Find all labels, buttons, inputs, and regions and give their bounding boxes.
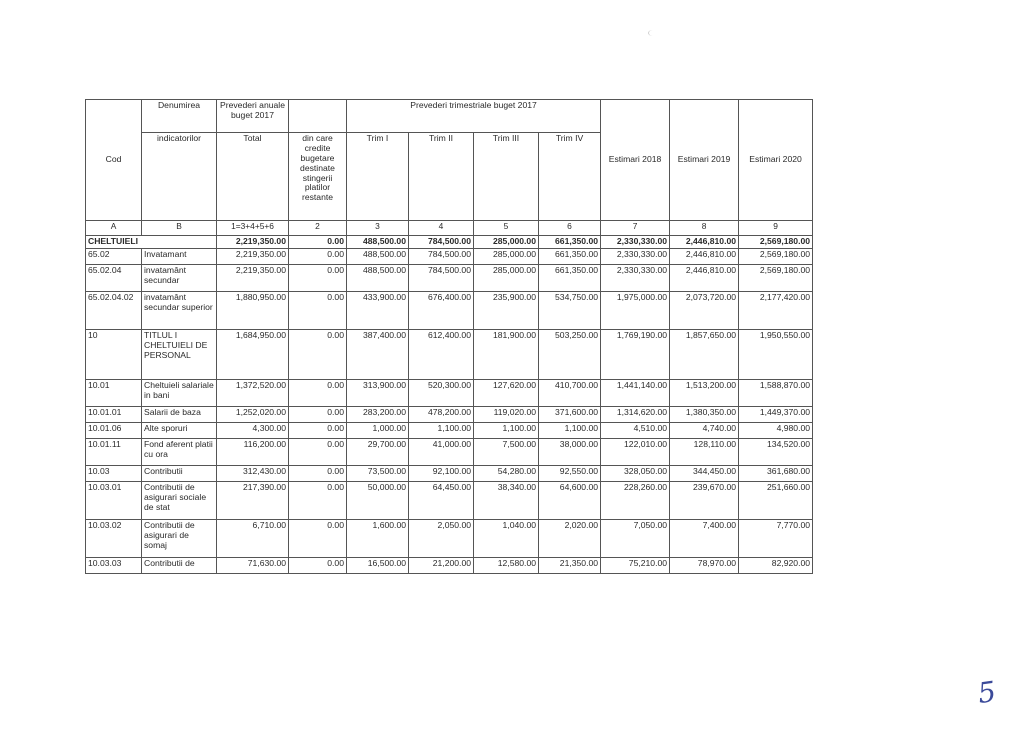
- row-value: 387,400.00: [347, 329, 409, 379]
- row-value: 12,580.00: [474, 557, 539, 573]
- row-value: 2,446,810.00: [670, 248, 739, 264]
- row-value: 612,400.00: [409, 329, 474, 379]
- index-cell: 3: [347, 221, 409, 236]
- row-cod: 10.03: [86, 465, 142, 481]
- index-cell: A: [86, 221, 142, 236]
- row-value: 1,441,140.00: [601, 379, 670, 406]
- row-value: 21,350.00: [539, 557, 601, 573]
- row-value: 71,630.00: [217, 557, 289, 573]
- col-header-trim-1: Trim I: [347, 133, 409, 221]
- row-value: 7,050.00: [601, 519, 670, 557]
- row-value: 2,330,330.00: [601, 248, 670, 264]
- row-name: Cheltuieli salariale in bani: [142, 379, 217, 406]
- row-value: 361,680.00: [739, 465, 813, 481]
- row-value: 1,588,870.00: [739, 379, 813, 406]
- row-value: 1,040.00: [474, 519, 539, 557]
- row-cod: 10.01.06: [86, 422, 142, 438]
- row-value: 38,340.00: [474, 481, 539, 519]
- row-name: TITLUL I CHELTUIELI DE PERSONAL: [142, 329, 217, 379]
- row-value: 239,670.00: [670, 481, 739, 519]
- row-value: 1,372,520.00: [217, 379, 289, 406]
- row-value: 2,219,350.00: [217, 264, 289, 291]
- row-value: 1,880,950.00: [217, 291, 289, 329]
- row-name: Salarii de baza: [142, 406, 217, 422]
- row-value: 181,900.00: [474, 329, 539, 379]
- row-value: 371,600.00: [539, 406, 601, 422]
- table-row: [86, 379, 813, 406]
- row-value: 2,569,180.00: [739, 264, 813, 291]
- row-value: 0.00: [289, 422, 347, 438]
- row-cod: 10.03.01: [86, 481, 142, 519]
- row-value: 1,380,350.00: [670, 406, 739, 422]
- total-cell: 2,219,350.00: [217, 236, 289, 249]
- row-value: 312,430.00: [217, 465, 289, 481]
- row-name: invatamânt secundar superior: [142, 291, 217, 329]
- row-value: 92,550.00: [539, 465, 601, 481]
- row-value: 2,020.00: [539, 519, 601, 557]
- row-value: 0.00: [289, 291, 347, 329]
- row-cod: 65.02: [86, 248, 142, 264]
- row-value: 1,100.00: [474, 422, 539, 438]
- col-header-est-2019: Estimari 2019: [670, 100, 739, 221]
- row-value: 116,200.00: [217, 438, 289, 465]
- header-row-1: [86, 100, 813, 133]
- row-value: 2,569,180.00: [739, 248, 813, 264]
- row-value: 0.00: [289, 264, 347, 291]
- row-cod: 10.01: [86, 379, 142, 406]
- col-header-blank: [289, 100, 347, 133]
- row-value: 2,446,810.00: [670, 264, 739, 291]
- col-header-total: Total: [217, 133, 289, 221]
- row-value: 285,000.00: [474, 248, 539, 264]
- col-header-prevederi-trimestriale: Prevederi trimestriale buget 2017: [347, 100, 601, 133]
- row-value: 1,000.00: [347, 422, 409, 438]
- row-value: 54,280.00: [474, 465, 539, 481]
- row-value: 92,100.00: [409, 465, 474, 481]
- col-header-din-care: din care credite bugetare destinate stingerii platilor restante: [289, 133, 347, 221]
- scan-mark: [648, 30, 657, 36]
- row-value: 228,260.00: [601, 481, 670, 519]
- row-value: 410,700.00: [539, 379, 601, 406]
- table-row: [86, 422, 813, 438]
- row-value: 251,660.00: [739, 481, 813, 519]
- row-value: 1,100.00: [539, 422, 601, 438]
- row-value: 7,400.00: [670, 519, 739, 557]
- row-value: 21,200.00: [409, 557, 474, 573]
- row-value: 1,600.00: [347, 519, 409, 557]
- row-value: 520,300.00: [409, 379, 474, 406]
- row-value: 2,177,420.00: [739, 291, 813, 329]
- table-row: [86, 329, 813, 379]
- row-value: 1,449,370.00: [739, 406, 813, 422]
- row-value: 0.00: [289, 557, 347, 573]
- row-name: Fond aferent platii cu ora: [142, 438, 217, 465]
- total-cell: 488,500.00: [347, 236, 409, 249]
- row-value: 41,000.00: [409, 438, 474, 465]
- row-value: 784,500.00: [409, 264, 474, 291]
- row-value: 82,920.00: [739, 557, 813, 573]
- row-value: 6,710.00: [217, 519, 289, 557]
- row-cod: 10.03.02: [86, 519, 142, 557]
- row-value: 29,700.00: [347, 438, 409, 465]
- row-value: 478,200.00: [409, 406, 474, 422]
- row-value: 235,900.00: [474, 291, 539, 329]
- row-value: 75,210.00: [601, 557, 670, 573]
- total-cell: 0.00: [289, 236, 347, 249]
- row-value: 0.00: [289, 465, 347, 481]
- col-header-trim-3: Trim III: [474, 133, 539, 221]
- row-value: 7,770.00: [739, 519, 813, 557]
- table-row: [86, 465, 813, 481]
- row-value: 313,900.00: [347, 379, 409, 406]
- col-header-est-2018: Estimari 2018: [601, 100, 670, 221]
- row-value: 7,500.00: [474, 438, 539, 465]
- row-name: Invatamant: [142, 248, 217, 264]
- row-value: 16,500.00: [347, 557, 409, 573]
- col-header-cod: Cod: [86, 100, 142, 221]
- total-cell: 2,446,810.00: [670, 236, 739, 249]
- row-value: 4,980.00: [739, 422, 813, 438]
- index-cell: 5: [474, 221, 539, 236]
- table-row: [86, 438, 813, 465]
- row-value: 1,857,650.00: [670, 329, 739, 379]
- row-value: 1,975,000.00: [601, 291, 670, 329]
- row-value: 4,300.00: [217, 422, 289, 438]
- row-value: 534,750.00: [539, 291, 601, 329]
- row-value: 64,600.00: [539, 481, 601, 519]
- row-value: 0.00: [289, 406, 347, 422]
- table-row: [86, 481, 813, 519]
- table-row: [86, 264, 813, 291]
- total-cell: 285,000.00: [474, 236, 539, 249]
- row-cod: 10.03.03: [86, 557, 142, 573]
- row-value: 0.00: [289, 329, 347, 379]
- row-value: 488,500.00: [347, 264, 409, 291]
- index-cell: B: [142, 221, 217, 236]
- row-value: 4,740.00: [670, 422, 739, 438]
- table-row: [86, 291, 813, 329]
- row-value: 0.00: [289, 519, 347, 557]
- row-name: Contributii de asigurari sociale de stat: [142, 481, 217, 519]
- row-value: 1,252,020.00: [217, 406, 289, 422]
- row-name: Contributii de asigurari de somaj: [142, 519, 217, 557]
- index-cell: 6: [539, 221, 601, 236]
- row-value: 328,050.00: [601, 465, 670, 481]
- row-value: 1,684,950.00: [217, 329, 289, 379]
- row-value: 2,330,330.00: [601, 264, 670, 291]
- row-value: 128,110.00: [670, 438, 739, 465]
- row-value: 0.00: [289, 481, 347, 519]
- index-cell: 4: [409, 221, 474, 236]
- row-value: 122,010.00: [601, 438, 670, 465]
- row-value: 73,500.00: [347, 465, 409, 481]
- row-value: 283,200.00: [347, 406, 409, 422]
- row-value: 134,520.00: [739, 438, 813, 465]
- total-cell: 2,569,180.00: [739, 236, 813, 249]
- row-value: 38,000.00: [539, 438, 601, 465]
- row-value: 217,390.00: [217, 481, 289, 519]
- index-cell: 9: [739, 221, 813, 236]
- handwritten-page-number: 5: [975, 674, 999, 711]
- index-cell: 8: [670, 221, 739, 236]
- index-cell: 2: [289, 221, 347, 236]
- row-value: 50,000.00: [347, 481, 409, 519]
- row-value: 661,350.00: [539, 248, 601, 264]
- row-value: 78,970.00: [670, 557, 739, 573]
- col-header-trim-2: Trim II: [409, 133, 474, 221]
- col-header-prevederi-anuale: Prevederi anuale buget 2017: [217, 100, 289, 133]
- row-value: 285,000.00: [474, 264, 539, 291]
- table-row: [86, 557, 813, 573]
- row-value: 503,250.00: [539, 329, 601, 379]
- index-cell: 1=3+4+5+6: [217, 221, 289, 236]
- row-value: 784,500.00: [409, 248, 474, 264]
- row-cod: 65.02.04.02: [86, 291, 142, 329]
- row-value: 2,219,350.00: [217, 248, 289, 264]
- col-header-est-2020: Estimari 2020: [739, 100, 813, 221]
- total-label: CHELTUIELI: [86, 236, 217, 249]
- row-name: Contributii de: [142, 557, 217, 573]
- row-cod: 10.01.11: [86, 438, 142, 465]
- row-value: 344,450.00: [670, 465, 739, 481]
- row-value: 1,769,190.00: [601, 329, 670, 379]
- row-value: 433,900.00: [347, 291, 409, 329]
- row-value: 0.00: [289, 438, 347, 465]
- row-cod: 65.02.04: [86, 264, 142, 291]
- row-value: 661,350.00: [539, 264, 601, 291]
- row-value: 0.00: [289, 379, 347, 406]
- row-value: 2,073,720.00: [670, 291, 739, 329]
- total-cell: 2,330,330.00: [601, 236, 670, 249]
- col-header-trim-4: Trim IV: [539, 133, 601, 221]
- row-value: 1,950,550.00: [739, 329, 813, 379]
- table-row: [86, 248, 813, 264]
- total-row: [86, 236, 813, 249]
- row-value: 0.00: [289, 248, 347, 264]
- budget-table: [85, 99, 813, 574]
- row-name: invatamânt secundar: [142, 264, 217, 291]
- table-row: [86, 406, 813, 422]
- row-value: 1,314,620.00: [601, 406, 670, 422]
- row-cod: 10: [86, 329, 142, 379]
- row-value: 676,400.00: [409, 291, 474, 329]
- row-value: 488,500.00: [347, 248, 409, 264]
- row-value: 4,510.00: [601, 422, 670, 438]
- row-value: 1,513,200.00: [670, 379, 739, 406]
- row-value: 127,620.00: [474, 379, 539, 406]
- row-value: 119,020.00: [474, 406, 539, 422]
- table-body: [86, 248, 813, 573]
- total-cell: 661,350.00: [539, 236, 601, 249]
- row-value: 1,100.00: [409, 422, 474, 438]
- row-name: Contributii: [142, 465, 217, 481]
- row-name: Alte sporuri: [142, 422, 217, 438]
- col-header-indicatorilor: indicatorilor: [142, 133, 217, 221]
- row-value: 64,450.00: [409, 481, 474, 519]
- col-header-denumirea: Denumirea: [142, 100, 217, 133]
- row-value: 2,050.00: [409, 519, 474, 557]
- total-cell: 784,500.00: [409, 236, 474, 249]
- index-cell: 7: [601, 221, 670, 236]
- index-row: [86, 221, 813, 236]
- row-cod: 10.01.01: [86, 406, 142, 422]
- table-row: [86, 519, 813, 557]
